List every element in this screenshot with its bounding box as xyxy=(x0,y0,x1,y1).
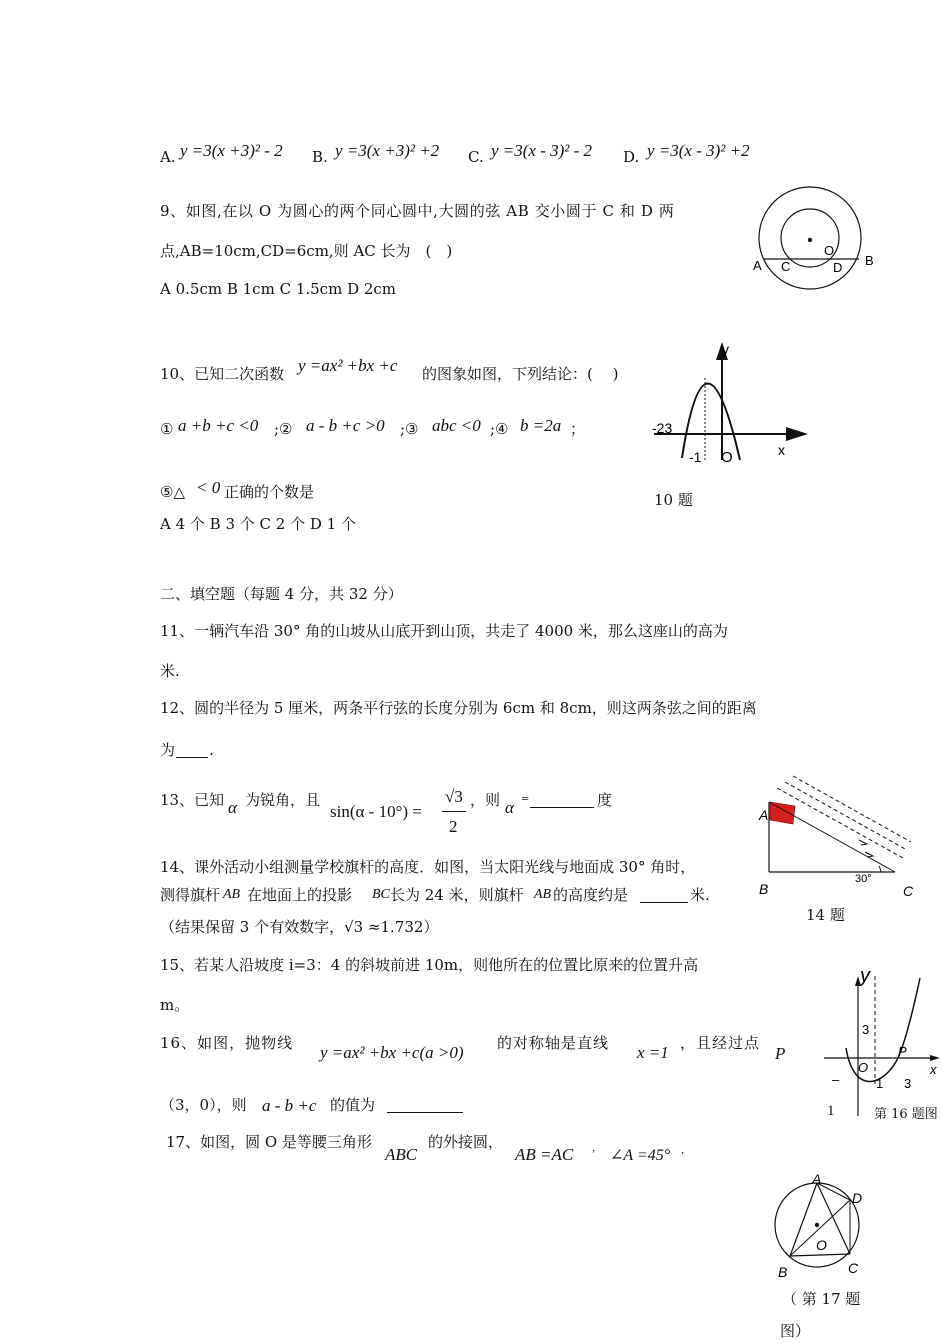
q14-line3: （结果保留 3 个有效数字，√3 ≈1.732） xyxy=(160,918,439,936)
q12-answer-blank[interactable] xyxy=(176,745,208,758)
q17-comma-1: ， xyxy=(592,1143,602,1154)
q13-sin-expr: sin(α - 10°) = xyxy=(330,802,422,821)
q16-line1-mid: 的对称轴是直线 xyxy=(497,1034,610,1052)
q17-angle-a: ∠A =45° xyxy=(610,1147,671,1164)
q8-option-c-label: C. xyxy=(468,148,484,166)
q14-ab-2: AB xyxy=(534,887,552,902)
q16-axis-expr: x =1 xyxy=(637,1043,669,1062)
q16-parabola-figure xyxy=(822,966,947,1126)
q16-line2-post: 的值为 xyxy=(330,1096,376,1114)
q16-label-x: x xyxy=(930,1062,937,1077)
q10-label-neg23: -23 xyxy=(652,420,673,436)
q16-label-p: P xyxy=(898,1044,907,1059)
q14-label-angle: 30° xyxy=(855,873,872,885)
q16-answer-blank[interactable] xyxy=(387,1100,463,1113)
q10-parabola-figure xyxy=(650,338,815,468)
q8-option-b-expr: y =3(x +3)² +2 xyxy=(335,141,440,160)
q10-conclusion-2: a - b +c >0 xyxy=(306,416,385,435)
q17-mid: 的外接圆， xyxy=(428,1133,504,1151)
q10-line2-end: ； xyxy=(570,420,586,438)
q16-parabola-expr: y =ax² +bx +c(a >0) xyxy=(320,1043,464,1062)
q8-option-d-expr: y =3(x - 3)² +2 xyxy=(647,141,750,160)
q16-label-1: 1 xyxy=(876,1076,884,1091)
q8-option-a-expr: y =3(x +3)² - 2 xyxy=(180,141,283,160)
q14-answer-blank[interactable] xyxy=(640,890,688,903)
q10-label-x: x xyxy=(778,442,785,458)
q10-mark-1: ① xyxy=(160,420,174,438)
q13-numerator: √3 xyxy=(445,787,463,806)
q13-alpha-2: α xyxy=(505,798,514,817)
q8-option-c-expr: y =3(x - 3)² - 2 xyxy=(491,141,593,160)
q9-label-b: B xyxy=(865,253,874,268)
q16-line1-pre: 16、如图，抛物线 xyxy=(160,1034,294,1052)
q10-mark-3: ;③ xyxy=(400,420,419,438)
q10-label-o: O xyxy=(721,449,733,466)
q10-mark-5: ⑤△ xyxy=(160,483,185,501)
section-fill-in-heading: 二、填空题（每题 4 分，共 32 分） xyxy=(160,585,403,603)
q13-denominator: 2 xyxy=(449,817,458,836)
q14-line1: 14、课外活动小组测量学校旗杆的高度．如图，当太阳光线与地面成 30° 角时， xyxy=(160,858,696,876)
q8-option-a-label: A. xyxy=(160,148,176,166)
q14-line2-d: 的高度约是 xyxy=(553,886,629,904)
q10-conclusion-3: abc <0 xyxy=(432,416,481,435)
q10-line3-post: 正确的个数是 xyxy=(224,483,315,501)
q14-line2-e: 米. xyxy=(690,886,710,904)
q16-point-p: P xyxy=(775,1044,786,1063)
q10-line1-post: 的图象如图，下列结论：( ) xyxy=(422,365,619,383)
q13-equals: = xyxy=(521,794,530,805)
q16-label-neg-one: 1 xyxy=(827,1103,835,1119)
q16-line2-pre: （3，0），则 xyxy=(160,1096,247,1114)
q17-circumcircle-figure xyxy=(770,1170,870,1280)
q16-label-3: 3 xyxy=(904,1076,912,1091)
q8-option-d-label: D. xyxy=(623,148,640,166)
q17-label-d: D xyxy=(852,1190,863,1206)
q14-figure-caption: 14 题 xyxy=(806,906,845,924)
q9-label-o: O xyxy=(824,243,835,258)
q12-line2-post: . xyxy=(209,741,214,759)
q11-line2: 米. xyxy=(160,662,180,680)
q9-line1: 9、如图,在以 O 为圆心的两个同心圆中,大圆的弦 AB 交小圆于 C 和 D 两 xyxy=(160,202,675,220)
q17-equal-sides: AB =AC xyxy=(515,1145,574,1164)
q17-figure-caption-1: （ 第 17 题 xyxy=(782,1290,861,1308)
q13-pre: 13、已知 xyxy=(160,791,225,809)
q13-unit: 度 xyxy=(597,791,613,809)
q15-line2: m。 xyxy=(160,996,190,1014)
q9-label-a: A xyxy=(753,258,762,273)
q10-conclusion-4: b =2a xyxy=(520,416,562,435)
q9-options: A 0.5cm B 1cm C 1.5cm D 2cm xyxy=(160,280,397,298)
q17-triangle-abc: ABC xyxy=(385,1145,418,1164)
q10-line1-pre: 10、已知二次函数 xyxy=(160,365,285,383)
q17-label-b: B xyxy=(778,1264,788,1280)
q16-label-neg: – xyxy=(832,1072,840,1087)
q13-fraction-bar xyxy=(442,811,466,812)
q15-line1: 15、若某人沿坡度 i=3：4 的斜坡前进 10m，则他所在的位置比原来的位置升高 xyxy=(160,956,699,974)
q10-options: A 4 个 B 3 个 C 2 个 D 1 个 xyxy=(160,515,356,533)
q16-label-o: O xyxy=(858,1060,869,1075)
q9-concentric-circles-figure xyxy=(750,180,880,300)
q14-flagpole-figure xyxy=(755,780,925,900)
q16-figure-caption: 第 16 题图 xyxy=(874,1107,938,1122)
q16-label-y: y xyxy=(860,965,870,987)
q12-line2-pre: 为 xyxy=(160,741,176,759)
q10-mark-2: ;② xyxy=(274,420,293,438)
q13-then: ，则 xyxy=(470,791,501,809)
q17-figure-caption-2: 图） xyxy=(780,1322,811,1340)
q16-line2-expr: a - b +c xyxy=(262,1096,317,1115)
q9-label-c: C xyxy=(781,259,791,274)
q13-alpha: α xyxy=(228,798,237,817)
q14-line2-c: 长为 24 米，则旗杆 xyxy=(390,886,524,904)
q17-comma-2: ， xyxy=(681,1145,691,1156)
q11-line1: 11、一辆汽车沿 30° 角的山坡从山底开到山顶，共走了 4000 米，那么这座山的高为 xyxy=(160,622,728,640)
q17-label-a: A xyxy=(812,1171,822,1187)
q12-line1: 12、圆的半径为 5 厘米，两条平行弦的长度分别为 6cm 和 8cm，则这两条弦之间的距离 xyxy=(160,699,757,717)
q10-function-expr: y =ax² +bx +c xyxy=(298,356,398,375)
q14-bc: BC xyxy=(372,887,390,902)
q14-label-b: B xyxy=(759,881,769,897)
q14-ab-1: AB xyxy=(223,887,241,902)
q13-answer-blank[interactable] xyxy=(530,795,594,808)
q10-conclusion-1: a +b +c <0 xyxy=(178,416,259,435)
q14-label-a: A xyxy=(759,807,769,823)
q9-label-d: D xyxy=(833,260,843,275)
q16-label-3-top: 3 xyxy=(862,1022,870,1037)
q17-label-o: O xyxy=(816,1237,827,1253)
q14-label-c: C xyxy=(903,883,914,899)
q14-line2-b: 在地面上的投影 xyxy=(247,886,353,904)
q10-conclusion-5: < 0 xyxy=(196,478,221,497)
q8-option-b-label: B. xyxy=(312,148,328,166)
q14-line2-a: 测得旗杆 xyxy=(160,886,221,904)
q10-label-neg1: -1 xyxy=(689,449,702,465)
q10-figure-caption: 10 题 xyxy=(654,491,693,509)
q13-mid: 为锐角，且 xyxy=(245,791,321,809)
q17-label-c: C xyxy=(848,1260,859,1276)
q16-line1-post: ，且经过点 xyxy=(680,1034,761,1052)
q9-line2: 点,AB=10cm,CD=6cm,则 AC 长为 ( ) xyxy=(160,242,453,260)
q10-label-y: y xyxy=(722,341,729,357)
q10-mark-4: ;④ xyxy=(490,420,509,438)
q17-pre: 17、如图，圆 O 是等腰三角形 xyxy=(166,1133,372,1151)
